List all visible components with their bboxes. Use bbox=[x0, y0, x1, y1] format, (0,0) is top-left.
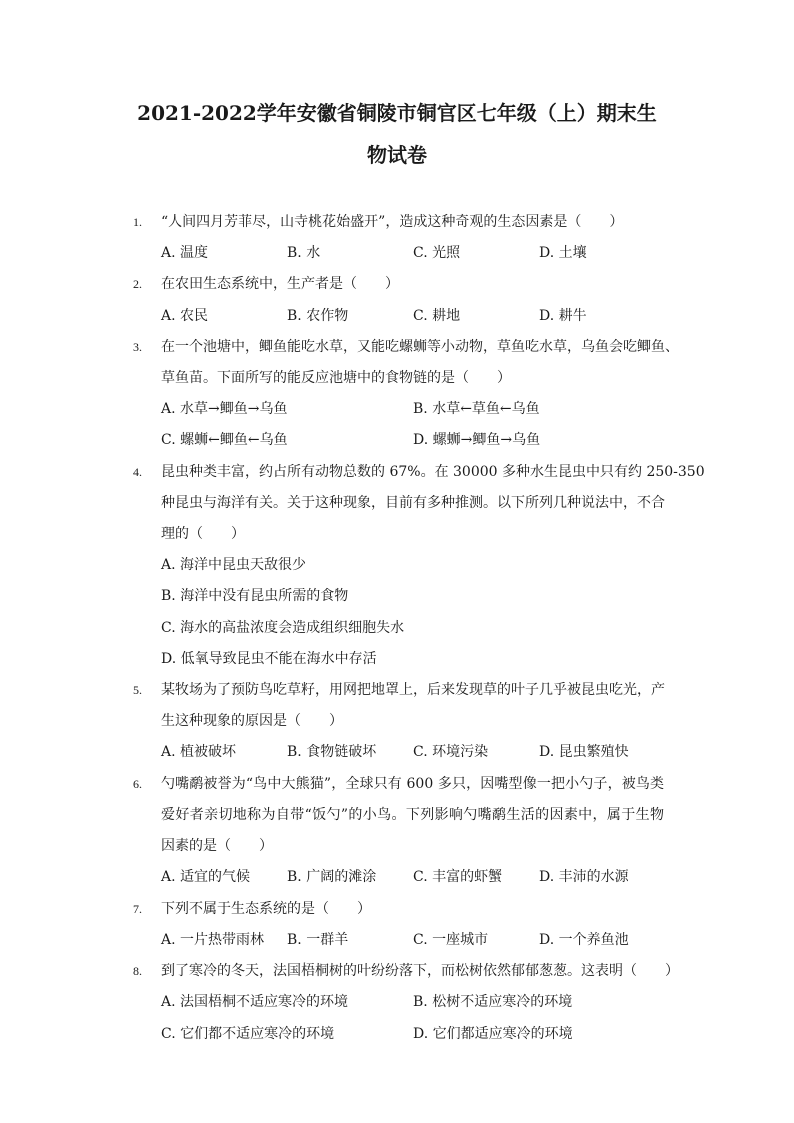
question-6-stem-line-1: 勺嘴鹬被誉为“鸟中大熊猫”，全球只有 600 多只，因嘴型像一把小勺子，被鸟类 bbox=[161, 776, 664, 792]
question-5-option-a: A. 植被破坏 bbox=[161, 744, 237, 760]
question-4-option-b: B. 海洋中没有昆虫所需的食物 bbox=[161, 588, 349, 604]
question-6-stem-line-3: 因素的是（ ） bbox=[161, 838, 273, 854]
question-1-option-a: A. 温度 bbox=[161, 245, 209, 261]
question-5-option-c: C. 环境污染 bbox=[413, 744, 489, 760]
question-2-option-a: A. 农民 bbox=[161, 308, 209, 324]
question-6-number: 6. bbox=[133, 777, 142, 791]
question-1-option-d: D. 土壤 bbox=[539, 245, 587, 261]
question-8-number: 8. bbox=[133, 964, 142, 978]
question-6-option-d: D. 丰沛的水源 bbox=[539, 869, 629, 885]
question-4-stem-line-1: 昆虫种类丰富，约占所有动物总数的 67%。在 30000 多种水生昆虫中只有约 250-350 bbox=[161, 464, 705, 480]
question-3-option-b: B. 水草←草鱼←乌鱼 bbox=[413, 401, 540, 417]
question-2-option-c: C. 耕地 bbox=[413, 308, 461, 324]
question-7-option-c: C. 一座城市 bbox=[413, 932, 489, 948]
question-4-option-d: D. 低氧导致昆虫不能在海水中存活 bbox=[161, 651, 377, 667]
question-5-option-b: B. 食物链破坏 bbox=[287, 744, 377, 760]
question-6-option-b: B. 广阔的滩涂 bbox=[287, 869, 377, 885]
question-7-option-a: A. 一片热带雨林 bbox=[161, 932, 265, 948]
question-1-option-c: C. 光照 bbox=[413, 245, 461, 261]
question-2-stem: 在农田生态系统中，生产者是（ ） bbox=[161, 276, 399, 292]
question-4-number: 4. bbox=[133, 465, 142, 479]
question-3-option-a: A. 水草→鲫鱼→乌鱼 bbox=[161, 401, 288, 417]
question-8-option-b: B. 松树不适应寒冷的环境 bbox=[413, 994, 573, 1010]
question-4-option-a: A. 海洋中昆虫天敌很少 bbox=[161, 557, 307, 573]
question-5-stem-line-2: 生这种现象的原因是（ ） bbox=[161, 713, 343, 729]
question-6-stem-line-2: 爱好者亲切地称为自带“饭勺”的小鸟。下列影响勺嘴鹬生活的因素中，属于生物 bbox=[161, 807, 664, 823]
question-7-number: 7. bbox=[133, 902, 142, 916]
question-1-stem: “人间四月芳菲尽，山寺桃花始盛开”，造成这种奇观的生态因素是（ ） bbox=[161, 214, 624, 230]
question-7-option-b: B. 一群羊 bbox=[287, 932, 349, 948]
title-line-1: 2021-2022学年安徽省铜陵市铜官区七年级（上）期末生 bbox=[137, 101, 657, 125]
title-line-2: 物试卷 bbox=[367, 143, 427, 167]
question-5-number: 5. bbox=[133, 683, 142, 697]
question-4-option-c: C. 海水的高盐浓度会造成组织细胞失水 bbox=[161, 620, 405, 636]
question-8-option-c: C. 它们都不适应寒冷的环境 bbox=[161, 1026, 335, 1042]
question-5-stem-line-1: 某牧场为了预防鸟吃草籽，用网把地罩上，后来发现草的叶子几乎被昆虫吃光，产 bbox=[161, 682, 665, 698]
question-4-stem-line-3: 理的（ ） bbox=[161, 526, 245, 542]
question-1-option-b: B. 水 bbox=[287, 245, 321, 261]
question-3-option-c: C. 螺蛳←鲫鱼←乌鱼 bbox=[161, 432, 288, 448]
question-7-stem: 下列不属于生态系统的是（ ） bbox=[161, 901, 371, 917]
question-2-option-d: D. 耕牛 bbox=[539, 308, 587, 324]
question-8-stem: 到了寒冷的冬天，法国梧桐树的叶纷纷落下，而松树依然郁郁葱葱。这表明（ ） bbox=[161, 963, 679, 979]
question-2-option-b: B. 农作物 bbox=[287, 308, 349, 324]
question-3-stem-line-1: 在一个池塘中，鲫鱼能吃水草，又能吃螺蛳等小动物，草鱼吃水草，乌鱼会吃鲫鱼、 bbox=[161, 339, 679, 355]
question-3-number: 3. bbox=[133, 340, 142, 354]
question-7-option-d: D. 一个养鱼池 bbox=[539, 932, 629, 948]
question-3-option-d: D. 螺蛳→鲫鱼→乌鱼 bbox=[413, 432, 541, 448]
question-4-stem-line-2: 种昆虫与海洋有关。关于这种现象，目前有多种推测。以下所列几种说法中，不合 bbox=[161, 495, 665, 511]
question-8-option-a: A. 法国梧桐不适应寒冷的环境 bbox=[161, 994, 349, 1010]
question-3-stem-line-2: 草鱼苗。下面所写的能反应池塘中的食物链的是（ ） bbox=[161, 370, 511, 386]
exam-title bbox=[120, 92, 674, 176]
question-5-option-d: D. 昆虫繁殖快 bbox=[539, 744, 629, 760]
question-6-option-a: A. 适宜的气候 bbox=[161, 869, 251, 885]
question-1-number: 1. bbox=[133, 215, 142, 229]
question-2-number: 2. bbox=[133, 277, 142, 291]
question-8-option-d: D. 它们都适应寒冷的环境 bbox=[413, 1026, 573, 1042]
question-6-option-c: C. 丰富的虾蟹 bbox=[413, 869, 503, 885]
